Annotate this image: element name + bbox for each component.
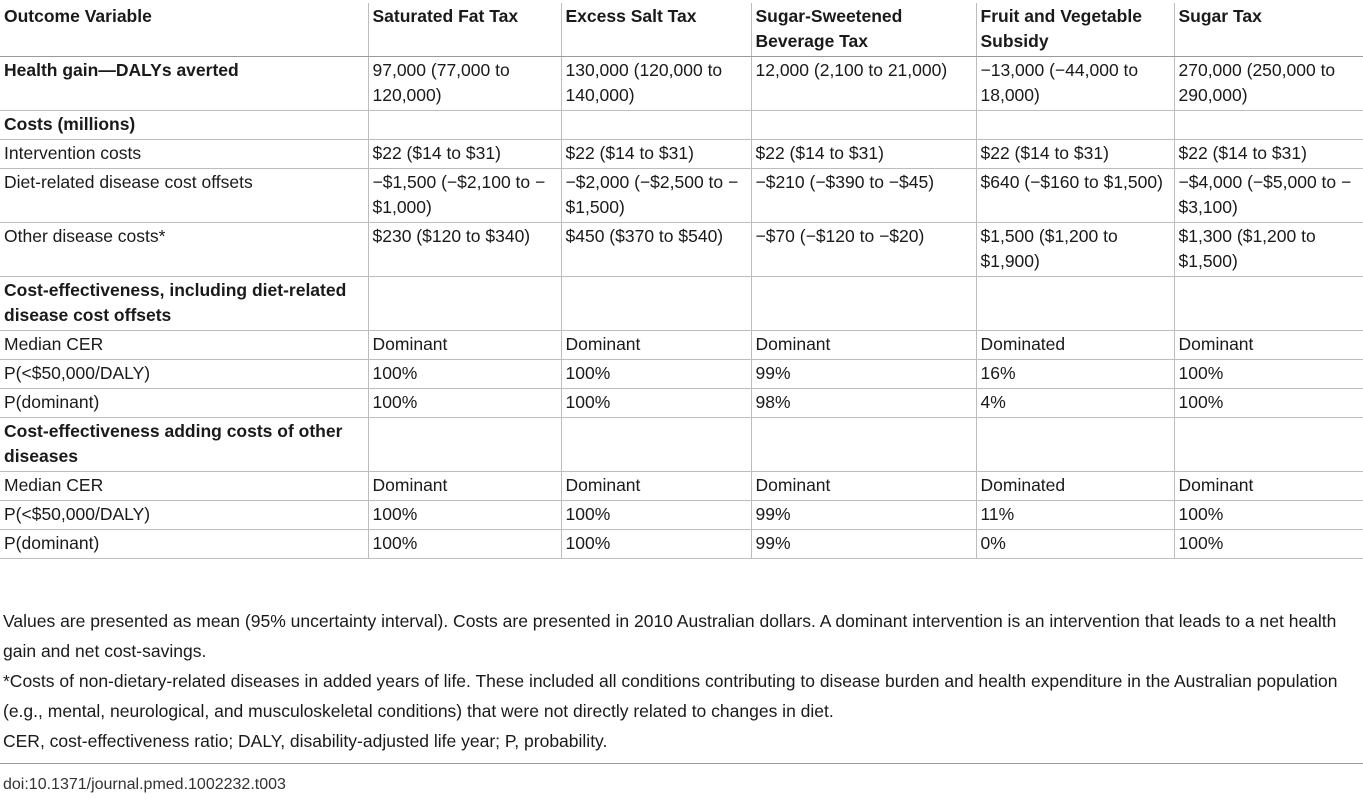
table-cell [561,111,751,140]
header-excess-salt-tax: Excess Salt Tax [561,3,751,57]
row-label: Other disease costs* [0,223,368,277]
table-cell: 99% [751,501,976,530]
table-cell [561,277,751,331]
table-cell: $1,500 ($1,200 to $1,900) [976,223,1174,277]
table-cell: Dominant [368,331,561,360]
header-row [0,3,1363,57]
table-cell: $640 (−$160 to $1,500) [976,169,1174,223]
table-cell: $230 ($120 to $340) [368,223,561,277]
row-label: P(<$50,000/DALY) [0,501,368,530]
table-row [0,472,1363,501]
header-sugar-tax: Sugar Tax [1174,3,1363,57]
table-cell: $450 ($370 to $540) [561,223,751,277]
table-cell: Dominated [976,331,1174,360]
table-cell: 100% [561,530,751,559]
row-label: Health gain—DALYs averted [0,57,368,111]
table-cell: $22 ($14 to $31) [751,140,976,169]
row-label: P(dominant) [0,389,368,418]
table-cell [561,418,751,472]
table-row [0,331,1363,360]
table-cell: 100% [561,360,751,389]
note-abbreviations: CER, cost-effectiveness ratio; DALY, disability-adjusted life year; P, probability. [3,731,608,751]
table-row [0,277,1363,331]
table-cell [1174,111,1363,140]
note-other-disease-costs: *Costs of non-dietary-related diseases in added years of life. These included all conditions contributing to disease burden and health expenditure in the Australian population (e.g., mental, neurological, and musculoskeletal conditions) that were not directly related to changes in diet. [3,671,1338,721]
table-cell: 100% [368,360,561,389]
table-row [0,530,1363,559]
table-row [0,389,1363,418]
table-cell: −$4,000 (−$5,000 to −$3,100) [1174,169,1363,223]
table-cell: −$210 (−$390 to −$45) [751,169,976,223]
table-row [0,57,1363,111]
table-row [0,140,1363,169]
header-saturated-fat-tax: Saturated Fat Tax [368,3,561,57]
table-cell: 100% [1174,501,1363,530]
table-cell: 99% [751,360,976,389]
table-cell: 100% [1174,389,1363,418]
table-cell: 99% [751,530,976,559]
table-cell [368,418,561,472]
table-row [0,501,1363,530]
table-cell: 4% [976,389,1174,418]
table-cell: 100% [368,389,561,418]
table-cell: 100% [368,501,561,530]
table-cell [751,111,976,140]
table-cell: $22 ($14 to $31) [1174,140,1363,169]
table-cell: −13,000 (−44,000 to 18,000) [976,57,1174,111]
table-cell: $22 ($14 to $31) [976,140,1174,169]
table-cell: Dominant [561,331,751,360]
row-label: Cost-effectiveness, including diet-related disease cost offsets [0,277,368,331]
row-label: Costs (millions) [0,111,368,140]
table-cell [976,277,1174,331]
table-cell: $1,300 ($1,200 to $1,500) [1174,223,1363,277]
row-label: P(dominant) [0,530,368,559]
table-cell: Dominant [751,331,976,360]
results-table [0,3,1363,559]
note-values: Values are presented as mean (95% uncertainty interval). Costs are presented in 2010 Australian dollars. A dominant intervention is an intervention that leads to a net health gain and net cost-savings. [3,611,1337,661]
header-sugar-sweetened-beverage-tax: Sugar-Sweetened Beverage Tax [751,3,976,57]
footer-divider [0,763,1363,764]
table-row [0,169,1363,223]
table-cell [751,277,976,331]
table-cell: 97,000 (77,000 to 120,000) [368,57,561,111]
table-body [0,57,1363,559]
table-cell: −$1,500 (−$2,100 to −$1,000) [368,169,561,223]
table-cell [1174,418,1363,472]
row-label: Intervention costs [0,140,368,169]
table-cell: 16% [976,360,1174,389]
row-label: Cost-effectiveness adding costs of other diseases [0,418,368,472]
table-cell: 100% [561,501,751,530]
table-row [0,418,1363,472]
table-cell: Dominant [1174,472,1363,501]
doi-label: doi:10.1371/journal.pmed.1002232.t003 [3,776,286,793]
header-fruit-vegetable-subsidy: Fruit and Vegetable Subsidy [976,3,1174,57]
table-cell: Dominated [976,472,1174,501]
table-cell: Dominant [368,472,561,501]
table-cell: $22 ($14 to $31) [561,140,751,169]
table-cell: 98% [751,389,976,418]
table-row [0,360,1363,389]
row-label: Median CER [0,472,368,501]
table-cell: 11% [976,501,1174,530]
table-cell: 100% [368,530,561,559]
table-cell: 12,000 (2,100 to 21,000) [751,57,976,111]
table-cell: 100% [561,389,751,418]
table-cell: Dominant [751,472,976,501]
table-cell [368,277,561,331]
row-label: Diet-related disease cost offsets [0,169,368,223]
table-cell: 0% [976,530,1174,559]
table-cell: −$2,000 (−$2,500 to −$1,500) [561,169,751,223]
table-cell: 130,000 (120,000 to 140,000) [561,57,751,111]
table-cell: Dominant [1174,331,1363,360]
table-cell: 100% [1174,530,1363,559]
row-label: P(<$50,000/DALY) [0,360,368,389]
table-cell: −$70 (−$120 to −$20) [751,223,976,277]
table-cell [1174,277,1363,331]
table-cell [368,111,561,140]
table-row [0,111,1363,140]
table-cell [976,418,1174,472]
table-notes [3,606,1358,756]
table-cell: Dominant [561,472,751,501]
table-row [0,223,1363,277]
header-outcome-variable: Outcome Variable [0,3,368,57]
table-cell: 100% [1174,360,1363,389]
table-cell: 270,000 (250,000 to 290,000) [1174,57,1363,111]
table-cell [976,111,1174,140]
table-cell [751,418,976,472]
table-cell: $22 ($14 to $31) [368,140,561,169]
row-label: Median CER [0,331,368,360]
